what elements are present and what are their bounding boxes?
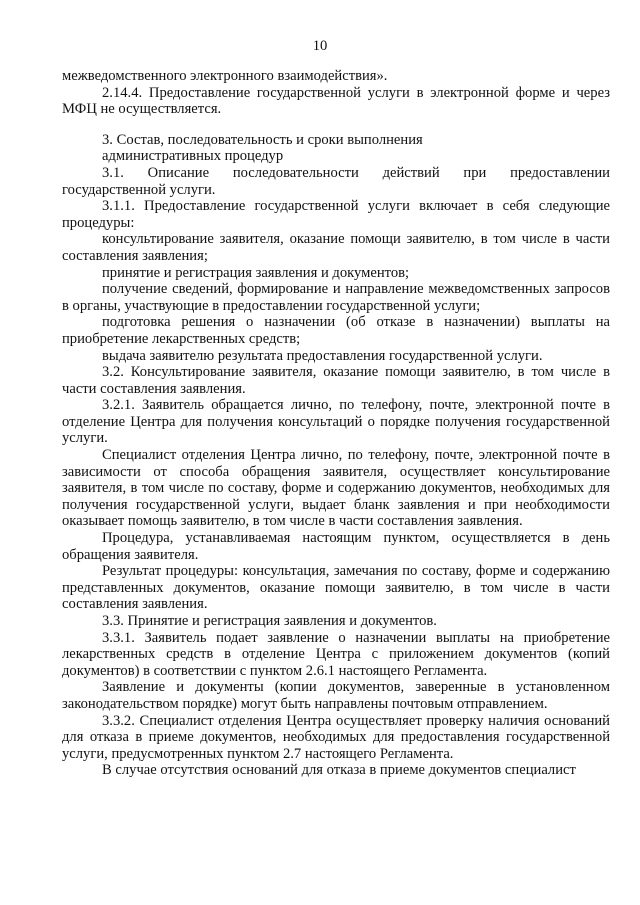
page-number: 10 xyxy=(312,38,328,54)
paragraph: 3.1.1. Предоставление государственной услуги включает в себя следующие процедуры: xyxy=(62,198,610,231)
paragraph: В случае отсутствия оснований для отказа в приеме документов специалист xyxy=(102,762,576,779)
paragraph: консультирование заявителя, оказание помощи заявителю, в том числе в части составления заявления; xyxy=(62,231,610,264)
paragraph: 3.2. Консультирование заявителя, оказание помощи заявителю, в том числе в части составления заявления. xyxy=(62,364,610,397)
paragraph: 3.3. Принятие и регистрация заявления и документов. xyxy=(102,613,437,629)
paragraph: получение сведений, формирование и направление межведомственных запросов в органы, участвующие в предоставлении государственной услуги; xyxy=(62,281,610,314)
document-body xyxy=(62,68,610,779)
paragraph: 3.3.1. Заявитель подает заявление о назначении выплаты на приобретение лекарственных средств в отделение Центра с приложением документов (копий документов) в соответствии с пунктом 2.6.1 настоящего Регламента. xyxy=(62,629,610,679)
paragraph: Результат процедуры: консультация, замечания по составу, форме и содержанию представленных документов, оказание помощи заявителю, в том числе в части составления заявления. xyxy=(62,563,610,613)
paragraph: 3.3.2. Специалист отделения Центра осуществляет проверку наличия оснований для отказа в приеме документов, необходимых для предоставления государственной услуги, предусмотренных пунктом 2.7 настоящего Регламента. xyxy=(62,712,610,762)
section-heading-line-2: административных процедур xyxy=(102,148,284,165)
paragraph: 3.1. Описание последовательности действий при предоставлении государственной услуги. xyxy=(62,164,610,198)
paragraph: выдача заявителю результата предоставления государственной услуги. xyxy=(102,347,543,364)
paragraph: Специалист отделения Центра лично, по телефону, почте, электронной почте в зависимости от способа обращения заявителя, осуществляет консультирование заявителя, в том числе по составу, форме и содержанию документов, необходимых для получения государственной услуги, выдает бланк заявления и при необходимости оказывает помощь заявителю, в том числе в части составления заявления. xyxy=(62,447,610,530)
paragraph: 2.14.4. Предоставление государственной услуги в электронной форме и через МФЦ не осуществляется. xyxy=(62,84,610,118)
paragraph: принятие и регистрация заявления и документов; xyxy=(102,264,410,281)
paragraph: Заявление и документы (копии документов, заверенные в установленном законодательством порядке) могут быть направлены почтовым отправлением. xyxy=(62,679,610,712)
section-heading-line-1: 3. Состав, последовательность и сроки выполнения xyxy=(102,131,423,148)
paragraph: межведомственного электронного взаимодействия». xyxy=(62,68,388,84)
paragraph: подготовка решения о назначении (об отказе в назначении) выплаты на приобретение лекарственных средств; xyxy=(62,314,610,347)
paragraph: Процедура, устанавливаемая настоящим пунктом, осуществляется в день обращения заявителя. xyxy=(62,530,610,563)
paragraph: 3.2.1. Заявитель обращается лично, по телефону, почте, электронной почте в отделение Центра для получения консультаций о порядке получения государственной услуги. xyxy=(62,397,610,447)
